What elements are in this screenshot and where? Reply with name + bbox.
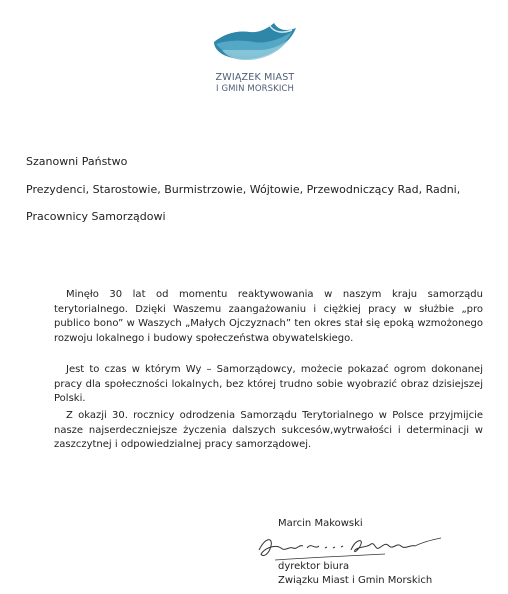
signatory-organization: Związku Miast i Gmin Morskich [278,575,433,586]
signatory-title: dyrektor biura [278,561,350,572]
greeting: Szanowni Państwo [26,155,128,168]
handwritten-signature [255,530,445,564]
wave-icon [212,20,298,66]
organization-logo [210,20,300,120]
paragraph-2 [54,363,483,407]
paragraph-2-text: Jest to czas w którym Wy – Samorządowcy, możecie pokazać ogrom dokonanej pracy dla społeczności lokalnych, bez której trudno sobie wyobrazić obraz dzisiejszej Polski. [54,364,483,404]
paragraph-3-text: Z okazji 30. rocznicy odrodzenia Samorządu Terytorialnego w Polsce przyjmijcie nasze najserdeczniejsze życzenia dalszych sukcesów,wytrwałości i determinacji w zaszczytnej i odpowiedzialnej pracy samorządowej. [54,410,483,450]
signatory-name: Marcin Makowski [278,518,363,529]
paragraph-1 [54,288,483,346]
paragraph-1-text: Minęło 30 lat od momentu reaktywowania w naszym kraju samorządu terytorialnego. Dzięki Waszemu zaangażowaniu i ciężkiej pracy w służbie „pro publico bono” w Waszych „Małych Ojczyznach” ten okres stał się epoką wzmożonego rozwoju lokalnego i budowy społeczeństwa obywatelskiego. [54,289,483,344]
logo-text-line1: ZWIĄZEK MIAST [215,72,295,83]
addressees-line1: Prezydenci, Starostowie, Burmistrzowie, Wójtowie, Przewodniczący Rad, Radni, [26,183,461,196]
logo-text-line2: I GMIN MORSKICH [216,84,294,94]
addressees-line2: Pracownicy Samorządowi [26,210,166,223]
paragraph-3 [54,409,483,453]
